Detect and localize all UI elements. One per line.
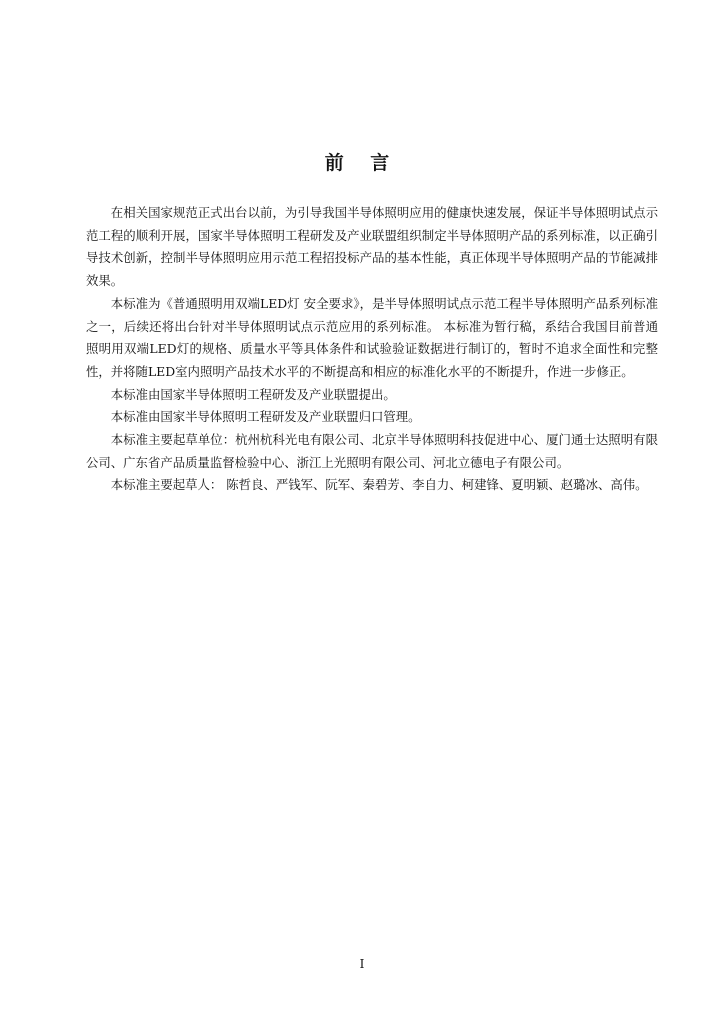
- paragraph-drafters: 本标准主要起草人： 陈哲良、严钱军、阮军、秦碧芳、李自力、柯建锋、夏明颖、赵璐冰、高伟。: [110, 477, 648, 493]
- paragraph-drafting-units: 本标准主要起草单位：杭州杭科光电有限公司、北京半导体照明科技促进中心、厦门通士达照明有限公司、广东省产品质量监督检验中心、浙江上光照明有限公司、河北立德电子有限公司。: [86, 432, 658, 470]
- page-number: I: [359, 957, 365, 971]
- document-body: [86, 202, 658, 497]
- paragraph-intro: 在相关国家规范正式出台以前，为引导我国半导体照明应用的健康快速发展，保证半导体照明试点示范工程的顺利开展，国家半导体照明工程研发及产业联盟组织制定半导体照明产品的系列标准，以正确引导技术创新，控制半导体照明应用示范工程招投标产品的基本性能，真正体现半导体照明产品的节能减排效果。: [86, 205, 658, 289]
- paragraph-managed-by: 本标准由国家半导体照明工程研发及产业联盟归口管理。: [110, 409, 421, 425]
- paragraph-standard-scope: 本标准为《普通照明用双端LED灯 安全要求》，是半导体照明试点示范工程半导体照明产品系列标准之一，后续还将出台针对半导体照明试点示范应用的系列标准。 本标准为暂行稿，系结合我国目前普通照明用双端LED灯的规格、质量水平等具体条件和试验验证数据进行制订的，暂时不追求全面性和完整性，并将随LED室内照明产品技术水平的不断提高和相应的标准化水平的不断提升，作进一步修正。: [86, 295, 658, 379]
- page-title: 前 言: [324, 152, 400, 174]
- paragraph-proposed-by: 本标准由国家半导体照明工程研发及产业联盟提出。: [110, 386, 396, 402]
